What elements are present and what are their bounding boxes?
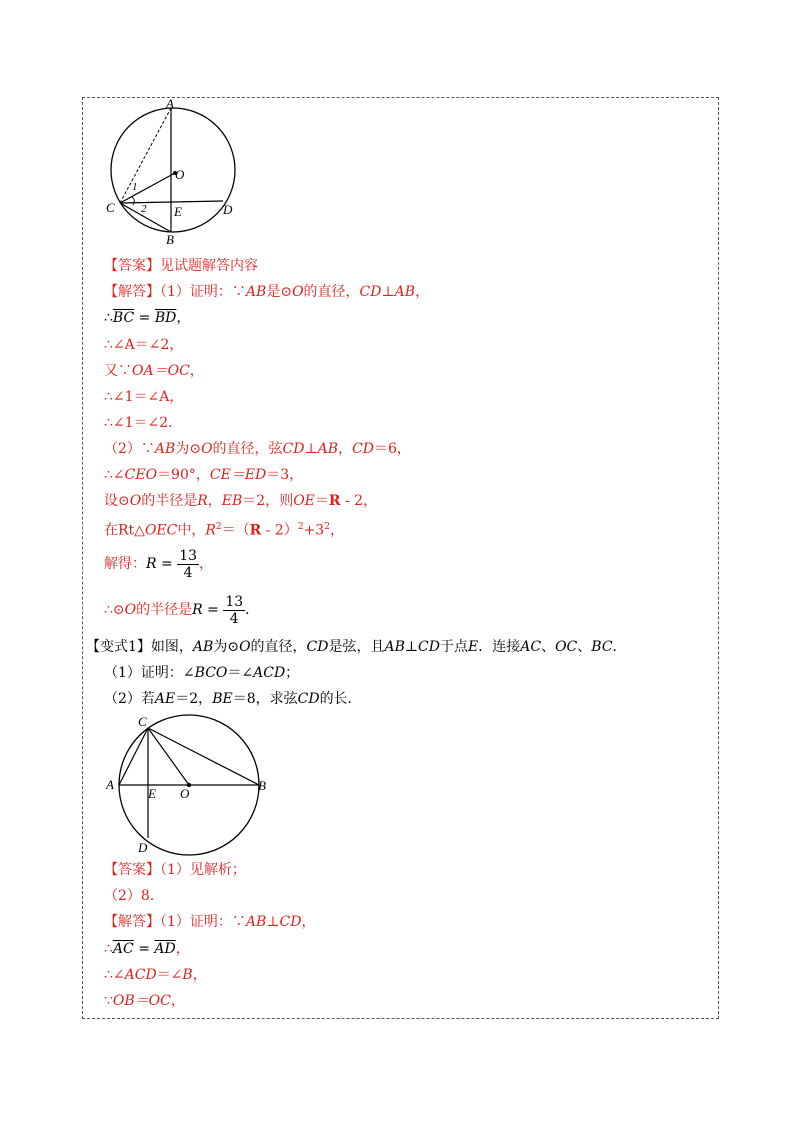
variant-problem-statement: 【变式1】如图，AB为⊙O的直径，CD是弦，且AB⊥CD于点E．连接AC、OC、BC．	[86, 639, 627, 655]
fig1-label-E: E	[174, 204, 182, 219]
fraction-13-over-4: $\frac{13}{4}$	[225, 593, 244, 627]
solution-1-line-11: 解得：R = $\frac{13}{4}$ ，	[104, 547, 214, 581]
solution-2-line-2: $\therefore\overline{AC} = \overline{AD}$，	[104, 941, 190, 957]
fig2-label-A: A	[106, 777, 114, 792]
answer-2-line: 【答案】（1）见解析；	[104, 862, 246, 878]
solution-1-line-8: ∴∠CEO＝90°，CE＝ED＝3，	[104, 467, 304, 483]
solution-1-line-6: ∴∠1＝∠2．	[104, 415, 183, 431]
answer-2-line-2: （2）8．	[104, 888, 164, 904]
variant-question-2: （2）若AE＝2，BE＝8，求弦CD的长．	[104, 691, 362, 707]
solution-2-line-3: ∴∠ACD＝∠B，	[104, 967, 207, 983]
fig2-label-B: B	[258, 778, 266, 793]
solution-1-line-4: 又∵OA＝OC，	[104, 363, 204, 379]
fig2-label-O: O	[180, 786, 190, 801]
fig1-label-O: O	[175, 167, 185, 182]
solution-1-line-3: ∴∠A＝∠2，	[104, 337, 184, 353]
fig1-label-angle-1: 1	[132, 181, 138, 193]
answer-text: 见试题解答内容	[160, 258, 258, 274]
fig1-label-B: B	[166, 232, 174, 246]
fig2-label-E: E	[148, 786, 156, 801]
fig1-label-D: D	[223, 202, 233, 217]
solution-1-line-9: 设⊙O的半径是R，EB＝2，则OE＝R - 2，	[104, 493, 378, 509]
solution-2-line-4: ∵OB＝OC，	[104, 993, 185, 1009]
figure-2-circle-diagram	[100, 712, 280, 858]
solution-1-line-10: 在Rt△OEC中，$R^2=(R - 2)^2+3^2$，	[104, 522, 344, 539]
solution-1-line-2: $\therefore\overline{BC} = \overline{BD}$，	[104, 310, 191, 326]
fig2-label-C: C	[138, 714, 147, 729]
fig2-label-D: D	[138, 840, 148, 855]
answer-tag: 【答案】	[104, 258, 160, 274]
fig1-label-A: A	[166, 96, 174, 111]
solution-1-line-1: 【解答】（1）证明：∵AB是⊙O的直径，CD⊥AB，	[104, 284, 430, 300]
variant-question-1: （1）证明：∠BCO＝∠ACD；	[104, 665, 300, 681]
solution-2-line-1: 【解答】（1）证明：∵AB⊥CD，	[104, 914, 316, 930]
figure-1-circle-diagram	[100, 96, 250, 246]
fig1-label-angle-2: 2	[141, 203, 147, 215]
fig1-label-C: C	[106, 200, 115, 215]
solution-1-line-12: ∴⊙O的半径是R = $\frac{13}{4}$ .	[104, 593, 250, 627]
answer-1-line	[104, 257, 258, 275]
solution-1-line-5: ∴∠1＝∠A，	[104, 389, 184, 405]
solution-1-line-7: （2）∵AB为⊙O的直径，弦CD⊥AB，CD＝6，	[104, 441, 411, 457]
fraction-13-over-4: $\frac{13}{4}$	[179, 547, 198, 581]
